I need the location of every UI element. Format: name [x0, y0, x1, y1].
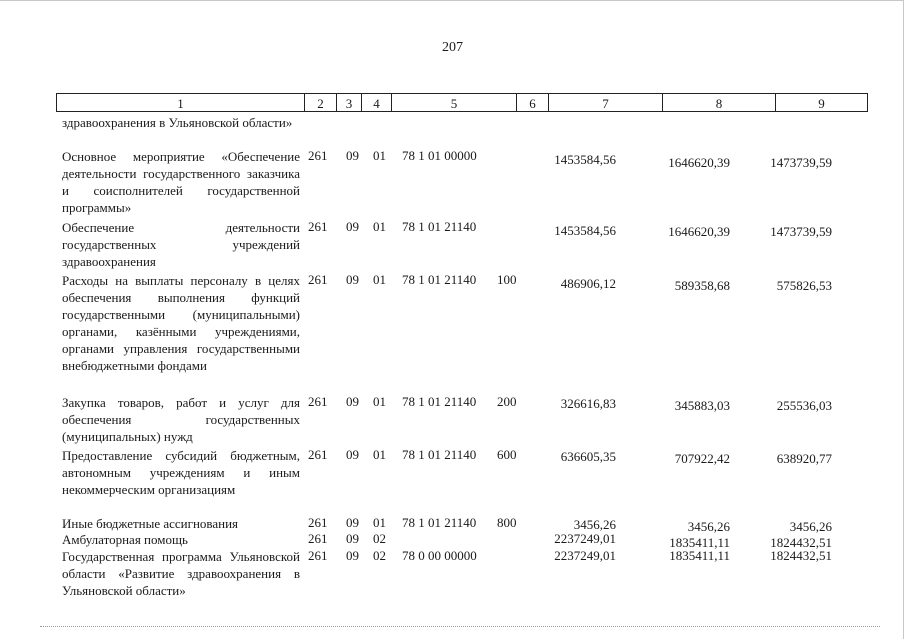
header-col-1: 1 [56, 93, 305, 112]
row-name: Иные бюджетные ассигнования [62, 516, 239, 531]
row-code-target: 78 1 01 00000 [402, 148, 477, 163]
row-value-8: 1646620,39 [668, 155, 730, 170]
header-col-7: 7 [548, 93, 663, 112]
scan-edge-line [40, 626, 880, 627]
row-name: Амбулаторная помощь [62, 532, 188, 547]
row-value-7: 1453584,56 [554, 223, 616, 238]
header-col-4: 4 [361, 93, 392, 112]
row-value-8: 3456,26 [687, 519, 730, 534]
header-col-9: 9 [775, 93, 868, 112]
row-name: Закупка товаров, работ и услуг для обеспечения государственных (муниципальных) нужд [62, 395, 300, 444]
row-code-admin: 261 [308, 548, 328, 563]
row-code-target: 78 1 01 21140 [402, 272, 477, 287]
row-value-7: 3456,26 [573, 517, 616, 532]
row-value-9: 3456,26 [789, 519, 832, 534]
row-value-8: 1835411,11 [669, 535, 730, 550]
row-value-7: 1453584,56 [554, 152, 616, 167]
row-name: Расходы на выплаты персоналу в целях обеспечения выполнения функций государственными (муниципальными) органами, казёнными учреждениями, органами управления государственными внебюджетными фондами [62, 273, 300, 373]
page-number: 207 [442, 40, 463, 55]
row-value-7: 326616,83 [560, 396, 616, 411]
row-code-target: 78 1 01 21140 [402, 219, 477, 234]
header-col-6: 6 [516, 93, 549, 112]
row-value-9: 1824432,51 [770, 548, 832, 563]
row-code-target: 78 1 01 21140 [402, 515, 477, 530]
row-code-section: 09 [346, 447, 359, 462]
row-code-target: 78 0 00 00000 [402, 548, 477, 563]
row-name: Обеспечение деятельности государственных учреждений здравоохранения [62, 220, 300, 269]
row-value-9: 255536,03 [776, 398, 832, 413]
row-code-admin: 261 [308, 394, 328, 409]
row-value-9: 575826,53 [776, 278, 832, 293]
row-code-section: 09 [346, 531, 359, 546]
row-code-expense-type: 800 [497, 515, 517, 530]
row-code-target: 78 1 01 21140 [402, 394, 477, 409]
row-code-section: 09 [346, 548, 359, 563]
row-value-8: 1646620,39 [668, 224, 730, 239]
header-col-2: 2 [304, 93, 337, 112]
row-code-subsection: 01 [373, 515, 386, 530]
row-code-section: 09 [346, 394, 359, 409]
row-code-expense-type: 100 [497, 272, 517, 287]
header-col-5: 5 [391, 93, 517, 112]
row-code-admin: 261 [308, 219, 328, 234]
row-code-subsection: 01 [373, 219, 386, 234]
row-value-9: 1824432,51 [770, 535, 832, 550]
row-value-8: 707922,42 [674, 451, 730, 466]
row-name: здравоохранения в Ульяновской области» [62, 115, 293, 130]
table-header-row [57, 93, 868, 112]
row-code-expense-type: 600 [497, 447, 517, 462]
header-col-3: 3 [336, 93, 362, 112]
row-code-subsection: 01 [373, 447, 386, 462]
row-code-admin: 261 [308, 447, 328, 462]
row-code-admin: 261 [308, 272, 328, 287]
row-code-admin: 261 [308, 148, 328, 163]
header-col-8: 8 [662, 93, 776, 112]
row-value-7: 2237249,01 [554, 548, 616, 563]
row-code-subsection: 01 [373, 148, 386, 163]
row-value-8: 1835411,11 [669, 548, 730, 563]
row-name: Государственная программа Ульяновской области «Развитие здравоохранения в Ульяновской области» [62, 549, 300, 598]
row-value-7: 636605,35 [560, 449, 616, 464]
row-code-section: 09 [346, 219, 359, 234]
row-value-7: 486906,12 [560, 276, 616, 291]
row-value-9: 638920,77 [776, 451, 832, 466]
row-value-9: 1473739,59 [770, 155, 832, 170]
row-code-subsection: 02 [373, 548, 386, 563]
row-value-8: 589358,68 [674, 278, 730, 293]
row-code-target: 78 1 01 21140 [402, 447, 477, 462]
row-code-section: 09 [346, 148, 359, 163]
row-value-8: 345883,03 [674, 398, 730, 413]
row-code-section: 09 [346, 515, 359, 530]
row-code-subsection: 01 [373, 394, 386, 409]
row-code-expense-type: 200 [497, 394, 517, 409]
row-name: Предоставление субсидий бюджетным, автономным учреждениям и иным некоммерческим организациям [62, 448, 300, 497]
row-code-subsection: 02 [373, 531, 386, 546]
row-code-subsection: 01 [373, 272, 386, 287]
row-value-7: 2237249,01 [554, 531, 616, 546]
row-code-section: 09 [346, 272, 359, 287]
row-value-9: 1473739,59 [770, 224, 832, 239]
row-code-admin: 261 [308, 531, 328, 546]
row-name: Основное мероприятие «Обеспечение деятельности государственного заказчика и соисполнителей государственной программы» [62, 149, 300, 215]
row-code-admin: 261 [308, 515, 328, 530]
